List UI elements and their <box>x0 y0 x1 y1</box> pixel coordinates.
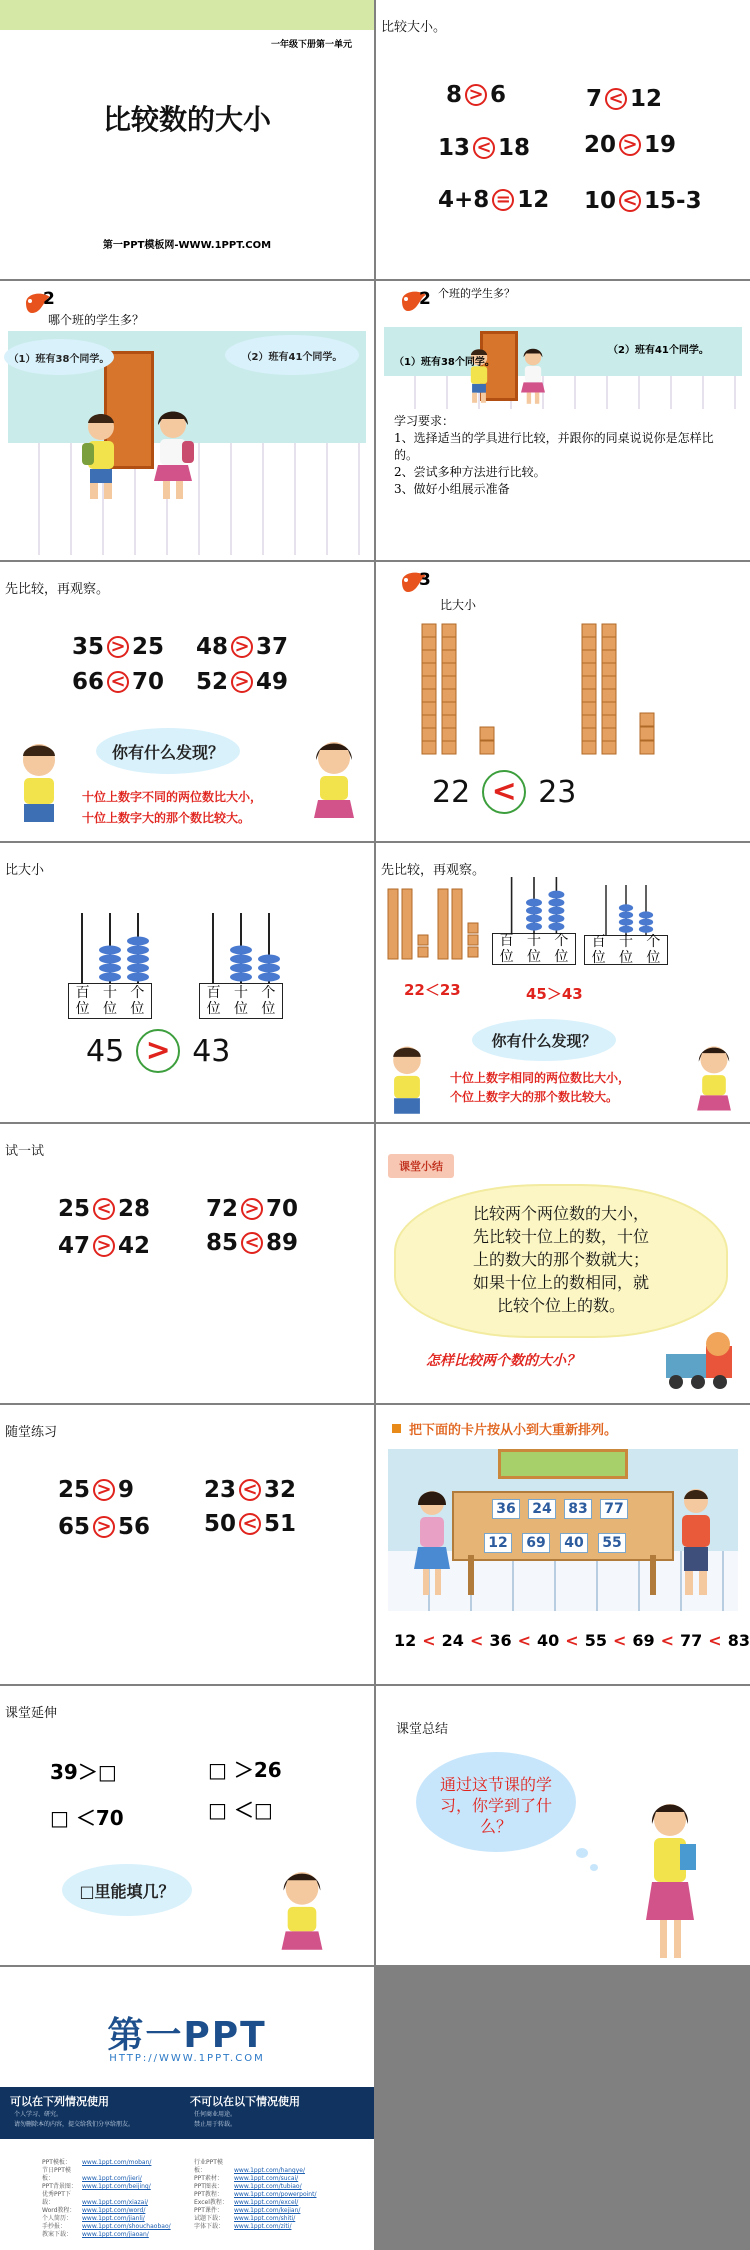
question-bubble: □里能填几？ <box>62 1864 192 1916</box>
fill-in-expression: □ ＜□ <box>208 1798 273 1822</box>
ten-rod-unit <box>422 663 436 676</box>
footer-link-label: PPT教程： <box>194 2191 223 2198</box>
one-cube <box>640 727 654 740</box>
ten-rod-unit <box>422 689 436 702</box>
place-value-labels: 百位 十位 个位 <box>492 933 576 965</box>
ten-rod-unit <box>442 728 456 741</box>
cannot-use-title: 不可以在以下情况使用 <box>190 2095 300 2108</box>
classroom-scene <box>388 1449 738 1611</box>
ten-rod-unit <box>442 663 456 676</box>
tens-ones-blocks <box>386 887 486 961</box>
class1-label: （1）班有38个同学。 <box>394 357 495 368</box>
ten-rod-unit <box>602 741 616 754</box>
footer-link-row[interactable] <box>194 2183 316 2191</box>
footer-link-row[interactable] <box>42 2159 171 2167</box>
ten-rod-unit <box>422 702 436 715</box>
summary-question: 怎样比较两个数的大小？ <box>426 1353 580 1369</box>
card-row-top <box>492 1499 628 1519</box>
less-than-sign: < <box>239 1513 261 1535</box>
train-toy-icon <box>658 1324 742 1396</box>
finding-line: 十位上数字大的那个数比较大。 <box>82 811 251 825</box>
footer-link-url[interactable]: www.1ppt.com/sucai/ <box>234 2175 299 2182</box>
footer-link-url[interactable]: www.1ppt.com/kejian/ <box>234 2207 301 2214</box>
place-value-labels: 百位 十位 个位 <box>584 935 668 965</box>
comparison-item: 52 > 49 <box>196 669 289 695</box>
greater-than-sign: > <box>231 636 253 658</box>
footer-link-url[interactable]: www.1ppt.com/excel/ <box>234 2199 299 2206</box>
ten-rod-unit <box>602 637 616 650</box>
slide-header: 课堂总结 <box>396 1722 449 1737</box>
finding-line: 十位上数字相同的两位数比大小， <box>450 1071 631 1085</box>
ten-rod-unit <box>602 728 616 741</box>
footer-link-row[interactable] <box>194 2159 316 2175</box>
requirement-item: 1、选择适当的学具进行比较，并跟你的同桌说说你是怎样比的。 <box>394 431 714 462</box>
abacus-bead <box>127 964 149 973</box>
number-card[interactable]: 24 <box>528 1499 556 1519</box>
comparison-item: 25 < 28 <box>58 1196 151 1222</box>
fill-in-expression: □ ＞26 <box>208 1758 282 1782</box>
greater-than-sign: > <box>241 1198 263 1220</box>
comparison-item: 47 > 42 <box>58 1233 151 1259</box>
comparison-item: 7 < 12 <box>586 86 663 112</box>
ten-rod-unit <box>582 663 596 676</box>
slide-ppt-footer[interactable] <box>0 1967 374 2250</box>
less-than-sign: < <box>619 190 641 212</box>
greater-than-sign: > <box>231 671 253 693</box>
greater-than-sign: > <box>619 134 641 156</box>
comparison-item: 85 < 89 <box>206 1230 299 1256</box>
fill-in-expression: 39＞□ <box>50 1760 117 1784</box>
abacus-icon <box>68 913 152 983</box>
fill-in-expression: □ ＜70 <box>50 1806 124 1830</box>
slide-observe-ones[interactable] <box>376 843 750 1122</box>
footer-link-label: 个人简历： <box>42 2215 73 2222</box>
requirements-block <box>394 413 734 498</box>
footer-link-url[interactable]: www.1ppt.com/jieri/ <box>82 2175 142 2182</box>
ten-rod-unit <box>582 702 596 715</box>
right-number: 23 <box>538 774 577 810</box>
greater-than-sign: > <box>465 84 487 106</box>
slide-sort-cards[interactable] <box>376 1405 750 1684</box>
link-list-right <box>194 2159 316 2231</box>
footer-link-label: Word教程： <box>42 2207 76 2214</box>
footer-link-label: 手抄报： <box>42 2223 67 2230</box>
link-list-left <box>42 2159 171 2239</box>
number-card[interactable]: 12 <box>484 1533 512 1553</box>
girl-figure-icon <box>516 347 550 409</box>
comparison-item: 72 > 70 <box>206 1196 299 1222</box>
footer-link-label: 字体下载： <box>194 2223 225 2230</box>
abacus-bead <box>127 955 149 964</box>
comparison-item: 66 < 70 <box>72 669 165 695</box>
slide-header: 比大小 <box>5 863 45 878</box>
comparison-item: 23 < 32 <box>204 1477 297 1503</box>
footer-link-label: 节日PPT模板： <box>42 2167 71 2182</box>
abacus-bead <box>99 955 121 964</box>
footer-link-row[interactable] <box>194 2199 316 2207</box>
footer-link-url[interactable]: www.1ppt.com/beijing/ <box>82 2183 151 2190</box>
footer-link-row[interactable] <box>42 2183 171 2191</box>
question-bubble: 你有什么发现？ <box>96 728 240 774</box>
footer-link-label: 行业PPT模板： <box>194 2159 223 2174</box>
ten-rod-unit <box>442 637 456 650</box>
sorted-sequence: 12 < 24 < 36 < 40 < 55 < 69 < 77 < 83 <box>394 1631 750 1650</box>
one-cube <box>640 713 654 726</box>
ten-rod-unit <box>442 624 456 637</box>
number-card[interactable]: 83 <box>564 1499 592 1519</box>
slide-try-it[interactable] <box>0 1124 374 1403</box>
one-cube <box>480 727 494 740</box>
slide-observe-tens[interactable] <box>0 562 374 841</box>
ppt-logo: 第一PPT <box>107 2015 267 2056</box>
girl-figure-icon <box>272 1868 332 1960</box>
slide-header: 课堂延伸 <box>5 1706 58 1721</box>
footer-link-row[interactable] <box>42 2223 171 2231</box>
ten-rod-unit <box>602 715 616 728</box>
ten-rod-unit <box>442 702 456 715</box>
slide-header: 随堂练习 <box>5 1425 58 1440</box>
summary-text: 比较两个两位数的大小， 先比较十位上的数，十位 上的数大的那个数就大； 如果十位上的数相同，就 比较个位上的数。 <box>472 1204 649 1315</box>
one-cube <box>640 741 654 754</box>
footer-link-row[interactable] <box>194 2207 316 2215</box>
table-leg <box>650 1555 656 1595</box>
ppt-url[interactable]: HTTP://WWW.1PPT.COM <box>109 2053 265 2064</box>
footer-link-url[interactable]: www.1ppt.com/shouchaobao/ <box>82 2223 171 2230</box>
ten-rod-unit <box>442 715 456 728</box>
ten-rod-unit <box>442 650 456 663</box>
girl-figure-icon <box>146 409 200 507</box>
slide-which-class[interactable] <box>0 281 374 560</box>
footer-link-row[interactable] <box>194 2191 316 2199</box>
classroom-scene <box>384 327 742 409</box>
footer-link-url[interactable]: www.1ppt.com/moban/ <box>82 2159 152 2166</box>
question-bubble: 你有什么发现？ <box>472 1019 616 1061</box>
number-card[interactable]: 69 <box>522 1533 550 1553</box>
usage-banner <box>0 2087 374 2139</box>
speech-bubble: （2）班有41个同学。 <box>225 335 359 375</box>
greater-than-sign: > <box>107 636 129 658</box>
place-value-labels: 百位 十位 个位 <box>199 983 283 1019</box>
thought-dot <box>576 1848 588 1858</box>
ten-rod-unit <box>602 689 616 702</box>
footer-link-row[interactable] <box>42 2167 171 2183</box>
boy-figure-icon <box>382 1043 432 1119</box>
footer-link-row[interactable] <box>194 2215 316 2223</box>
comparison-item: 10 < 15-3 <box>584 188 702 214</box>
right-number: 43 <box>192 1033 231 1069</box>
comparison-item <box>432 770 576 814</box>
footer-link-url[interactable]: www.1ppt.com/powerpoint/ <box>234 2191 317 2198</box>
comparison-item: 4+8 = 12 <box>438 187 550 213</box>
comparison-item: 35 > 25 <box>72 634 165 660</box>
ten-rod-unit <box>422 650 436 663</box>
ten-rod-unit <box>442 676 456 689</box>
slide-header: 试一试 <box>5 1144 45 1159</box>
card-row-bottom <box>484 1533 626 1553</box>
number-card[interactable]: 77 <box>600 1499 628 1519</box>
abacus-bead <box>127 973 149 982</box>
girl-figure-icon <box>690 1043 738 1119</box>
less-than-sign: < <box>239 1479 261 1501</box>
abacus-bead <box>258 973 280 982</box>
comparison-result: 45＞43 <box>526 985 583 1003</box>
window <box>498 1449 628 1479</box>
footer-link-label: PPT课件： <box>194 2207 223 2214</box>
slide-learning-requirements[interactable] <box>376 281 750 560</box>
one-cube <box>480 741 494 754</box>
comparison-item: 48 > 37 <box>196 634 289 660</box>
slide-practice[interactable] <box>0 1405 374 1684</box>
table-leg <box>468 1555 474 1595</box>
ten-rod-unit <box>582 650 596 663</box>
ten-rod-unit <box>422 676 436 689</box>
tens-ones-blocks <box>416 622 716 762</box>
footer-link-row[interactable] <box>194 2175 316 2183</box>
ten-rod-unit <box>602 702 616 715</box>
ten-rod-unit <box>602 676 616 689</box>
requirement-item: 3、做好小组展示准备 <box>394 482 510 496</box>
abacus-bead <box>127 946 149 955</box>
abacus-bead <box>258 955 280 964</box>
ten-rod-unit <box>422 637 436 650</box>
floor <box>384 376 742 409</box>
girl-figure-icon <box>410 1489 454 1599</box>
badge-number: 2 <box>43 289 55 309</box>
slide-class-summary[interactable] <box>376 1124 750 1403</box>
less-than-sign: < <box>473 137 495 159</box>
footer-link-label: PPT素材： <box>194 2175 223 2182</box>
instruction: 把下面的卡片按从小到大重新排列。 <box>392 1419 617 1438</box>
abacus-icon <box>584 885 668 935</box>
footer-link-url[interactable]: www.1ppt.com/xiazai/ <box>82 2199 149 2206</box>
ten-rod-unit <box>582 715 596 728</box>
abacus-icon <box>492 877 576 933</box>
can-use-title: 可以在下列情况使用 <box>10 2095 109 2108</box>
footer-link-row[interactable] <box>42 2231 171 2239</box>
abacus-bead <box>230 955 252 964</box>
cannot-use-item: 禁止用于转载。 <box>194 2121 237 2128</box>
compare-label: 比大小 <box>440 598 477 612</box>
slide-abacus-compare[interactable] <box>0 843 374 1122</box>
slide-header: 比较大小。 <box>381 20 447 35</box>
slide-extension[interactable] <box>0 1686 374 1965</box>
ten-rod-unit <box>422 715 436 728</box>
slide-title[interactable] <box>0 0 374 279</box>
girl-figure-icon <box>306 738 362 828</box>
greater-than-sign: > <box>93 1516 115 1538</box>
abacus-bead <box>230 946 252 955</box>
ten-rod-unit <box>422 728 436 741</box>
number-card[interactable]: 40 <box>560 1533 588 1553</box>
lesson-title: 比较数的大小 <box>102 103 271 136</box>
abacus-bead <box>230 964 252 973</box>
footer-link-label: Excel教程： <box>194 2199 228 2206</box>
abacus-icon <box>199 913 283 983</box>
boy-figure-icon <box>74 411 128 505</box>
footer-link-url[interactable]: www.1ppt.com/word/ <box>82 2207 146 2214</box>
greater-than-sign: > <box>93 1479 115 1501</box>
bullet-square-icon <box>392 1424 401 1433</box>
less-than-sign: < <box>482 770 526 814</box>
slide-blocks-compare[interactable] <box>376 562 750 841</box>
abacus-bead <box>258 964 280 973</box>
ten-rod-unit <box>582 676 596 689</box>
question-text: 个班的学生多？ <box>438 287 515 300</box>
finding-line: 十位上数字不同的两位数比大小， <box>82 790 263 804</box>
footer-link-url[interactable]: www.1ppt.com/jianli/ <box>82 2215 145 2222</box>
comparison-result: 22＜23 <box>404 981 461 999</box>
ten-rod-unit <box>602 650 616 663</box>
abacus-bead <box>99 946 121 955</box>
ten-rod-unit <box>582 637 596 650</box>
comparison-item: 13 < 18 <box>438 135 531 161</box>
summary-tag: 课堂小结 <box>388 1154 454 1178</box>
abacus-bead <box>99 964 121 973</box>
cannot-use-item: 任何商业用途。 <box>194 2111 237 2118</box>
site-credit: 第一PPT模板网-WWW.1PPT.COM <box>102 240 272 251</box>
comparison-item: 50 < 51 <box>204 1511 297 1537</box>
slide-header: 先比较，再观察。 <box>5 582 110 597</box>
slide-header: 先比较，再观察。 <box>381 863 486 878</box>
number-card[interactable]: 55 <box>598 1533 626 1553</box>
comparison-item <box>86 1029 230 1073</box>
abacus-bead <box>127 937 149 946</box>
footer-link-url[interactable]: www.1ppt.com/jiaoan/ <box>82 2231 149 2238</box>
number-card[interactable]: 36 <box>492 1499 520 1519</box>
footer-link-row[interactable] <box>42 2191 171 2207</box>
ten-rod-unit <box>602 663 616 676</box>
less-than-sign: < <box>605 88 627 110</box>
footer-link-row[interactable] <box>194 2223 316 2231</box>
left-number: 22 <box>432 774 471 810</box>
title-bar <box>0 0 374 30</box>
footer-link-url[interactable]: www.1ppt.com/shiti/ <box>234 2215 296 2222</box>
footer-link-label: 试题下载： <box>194 2215 225 2222</box>
comparison-item: 20 > 19 <box>584 132 677 158</box>
greater-than-sign: > <box>93 1235 115 1257</box>
footer-link-label: PPT图表： <box>194 2183 223 2190</box>
left-number: 45 <box>86 1033 125 1069</box>
comparison-item: 8 > 6 <box>446 82 507 108</box>
speech-bubble: （1）班有38个同学。 <box>4 339 114 375</box>
can-use-item: 请勿删除本的内容，提交给我们分享给朋友。 <box>14 2121 135 2128</box>
ten-rod-unit <box>442 741 456 754</box>
ten-rod-unit <box>422 741 436 754</box>
ten-rod-unit <box>582 689 596 702</box>
ten-rod-unit <box>582 728 596 741</box>
footer-link-url[interactable]: www.1ppt.com/hangye/ <box>234 2167 305 2174</box>
teacher-figure-icon <box>630 1796 710 1964</box>
footer-link-row[interactable] <box>42 2215 171 2223</box>
boy-figure-icon <box>672 1487 720 1599</box>
boy-figure-icon <box>10 740 68 828</box>
ten-rod-unit <box>582 741 596 754</box>
class2-label: （2）班有41个同学。 <box>608 345 709 356</box>
ten-rod-unit <box>582 624 596 637</box>
footer-link-label: PPT模板： <box>42 2159 71 2166</box>
abacus-bead <box>230 973 252 982</box>
thought-dot <box>590 1864 598 1871</box>
place-value-labels: 百位 十位 个位 <box>68 983 152 1019</box>
less-than-sign: < <box>107 671 129 693</box>
badge-number: 3 <box>419 570 431 590</box>
abacus-bead <box>99 973 121 982</box>
ten-rod-unit <box>442 689 456 702</box>
question-text: 哪个班的学生多？ <box>48 313 145 327</box>
footer-link-url[interactable]: www.1ppt.com/ziti/ <box>234 2223 292 2230</box>
slide-closing-summary[interactable] <box>376 1686 750 1965</box>
footer-link-url[interactable]: www.1ppt.com/tubiao/ <box>234 2183 302 2190</box>
comparison-item: 65 > 56 <box>58 1514 151 1540</box>
ten-rod-unit <box>602 624 616 637</box>
requirement-item: 2、尝试多种方法进行比较。 <box>394 465 546 479</box>
badge-number: 2 <box>419 289 431 309</box>
summary-prompt: 通过这节课的学习，你学到了什么？ <box>439 1775 552 1836</box>
finding-line: 个位上数字大的那个数比较大。 <box>450 1090 619 1104</box>
footer-link-label: 优秀PPT下载： <box>42 2191 71 2206</box>
equals-sign: = <box>492 189 514 211</box>
can-use-item: 个人学习、研究。 <box>14 2111 63 2118</box>
less-than-sign: < <box>93 1198 115 1220</box>
ten-rod-unit <box>422 624 436 637</box>
greater-than-sign: > <box>136 1029 180 1073</box>
footer-link-label: PPT背景图： <box>42 2183 77 2190</box>
grade-label: 一年级下册第一单元 <box>270 40 352 50</box>
less-than-sign: < <box>241 1232 263 1254</box>
footer-link-row[interactable] <box>42 2207 171 2215</box>
slide-compare-basic[interactable] <box>376 0 750 279</box>
comparison-item: 25 > 9 <box>58 1477 135 1503</box>
footer-link-label: 教案下载： <box>42 2231 73 2238</box>
requirements-title: 学习要求： <box>394 414 455 428</box>
